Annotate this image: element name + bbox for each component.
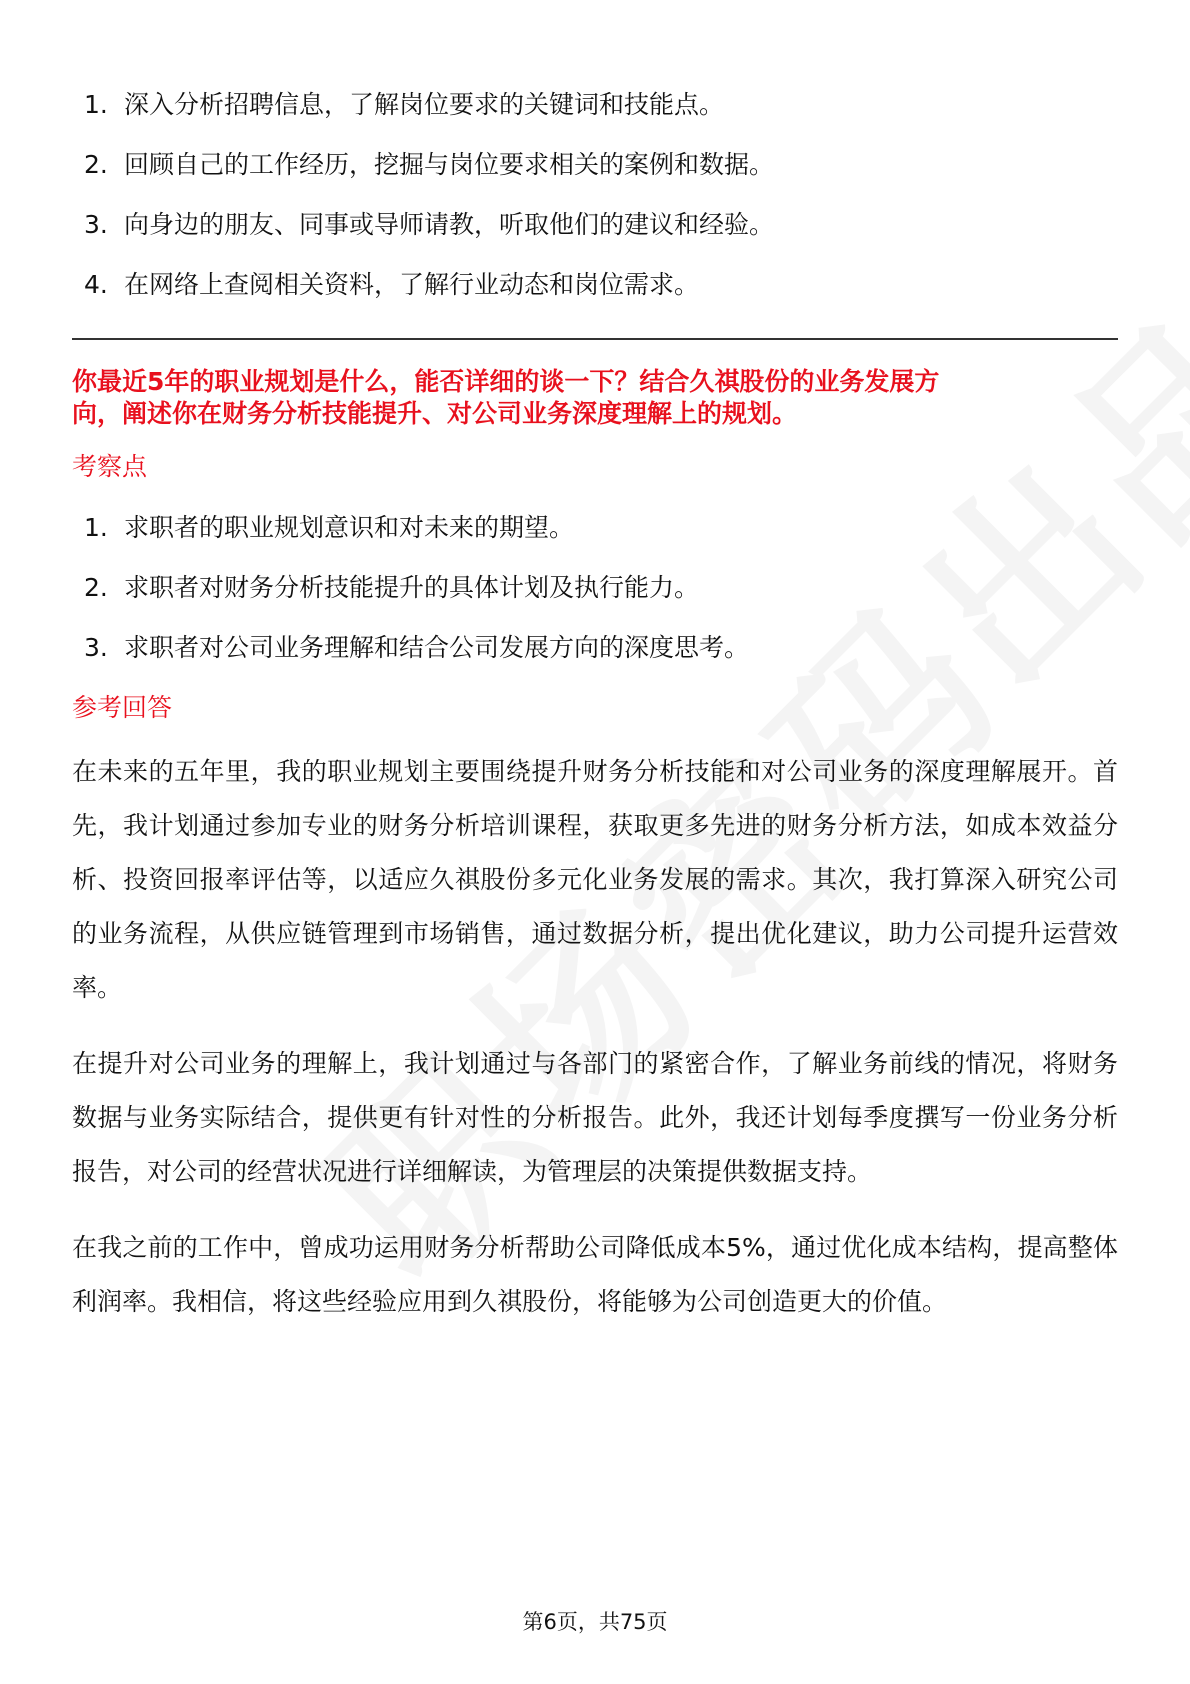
list-text: 求职者对公司业务理解和结合公司发展方向的深度思考。 — [124, 633, 750, 662]
list-item — [72, 90, 1118, 120]
question-line-2: 向，阐述你在财务分析技能提升、对公司业务深度理解上的规划。 — [72, 399, 798, 428]
list-number: 1. — [84, 513, 108, 542]
answer-paragraph: 在我之前的工作中，曾成功运用财务分析帮助公司降低成本5%，通过优化成本结构，提高整体利润率。我相信，将这些经验应用到久祺股份，将能够为公司创造更大的价值。 — [72, 1233, 1118, 1316]
list-text: 在网络上查阅相关资料，了解行业动态和岗位需求。 — [124, 270, 700, 299]
section-divider — [72, 338, 1118, 340]
assessment-title: 考察点 — [72, 452, 148, 481]
answer-paragraph: 在未来的五年里，我的职业规划主要围绕提升财务分析技能和对公司业务的深度理解展开。首先，我计划通过参加专业的财务分析培训课程，获取更多先进的财务分析方法，如成本效益分析、投资回报率评估等，以适应久祺股份多元化业务发展的需求。其次，我打算深入研究公司的业务流程，从供应链管理到市场销售，通过数据分析，提出优化建议，助力公司提升运营效率。 — [72, 757, 1118, 1002]
list-text: 求职者对财务分析技能提升的具体计划及执行能力。 — [124, 573, 700, 602]
answer-title: 参考回答 — [72, 693, 173, 722]
answer-paragraph: 在提升对公司业务的理解上，我计划通过与各部门的紧密合作，了解业务前线的情况，将财务数据与业务实际结合，提供更有针对性的分析报告。此外，我还计划每季度撰写一份业务分析报告，对公司的经营状况进行详细解读，为管理层的决策提供数据支持。 — [72, 1049, 1118, 1186]
list-item — [72, 573, 1118, 603]
list-text: 回顾自己的工作经历，挖掘与岗位要求相关的案例和数据。 — [124, 150, 775, 179]
list-item — [72, 210, 1118, 240]
question-line-1: 你最近5年的职业规划是什么，能否详细的谈一下？结合久祺股份的业务发展方 — [72, 367, 940, 396]
assessment-list — [72, 513, 1118, 663]
tips-list — [72, 90, 1118, 300]
list-number: 3. — [84, 210, 108, 239]
list-number: 4. — [84, 270, 108, 299]
question-heading — [72, 366, 1118, 430]
list-number: 3. — [84, 633, 108, 662]
list-item — [72, 270, 1118, 300]
list-text: 向身边的朋友、同事或导师请教，听取他们的建议和经验。 — [124, 210, 775, 239]
page-footer: 第6页，共75页 — [522, 1610, 668, 1634]
page-content — [72, 88, 1118, 1329]
list-item — [72, 150, 1118, 180]
list-item — [72, 513, 1118, 543]
list-number: 2. — [84, 573, 108, 602]
list-number: 2. — [84, 150, 108, 179]
list-item — [72, 633, 1118, 663]
list-number: 1. — [84, 90, 108, 119]
list-text: 深入分析招聘信息，了解岗位要求的关键词和技能点。 — [124, 90, 725, 119]
list-text: 求职者的职业规划意识和对未来的期望。 — [124, 513, 575, 542]
